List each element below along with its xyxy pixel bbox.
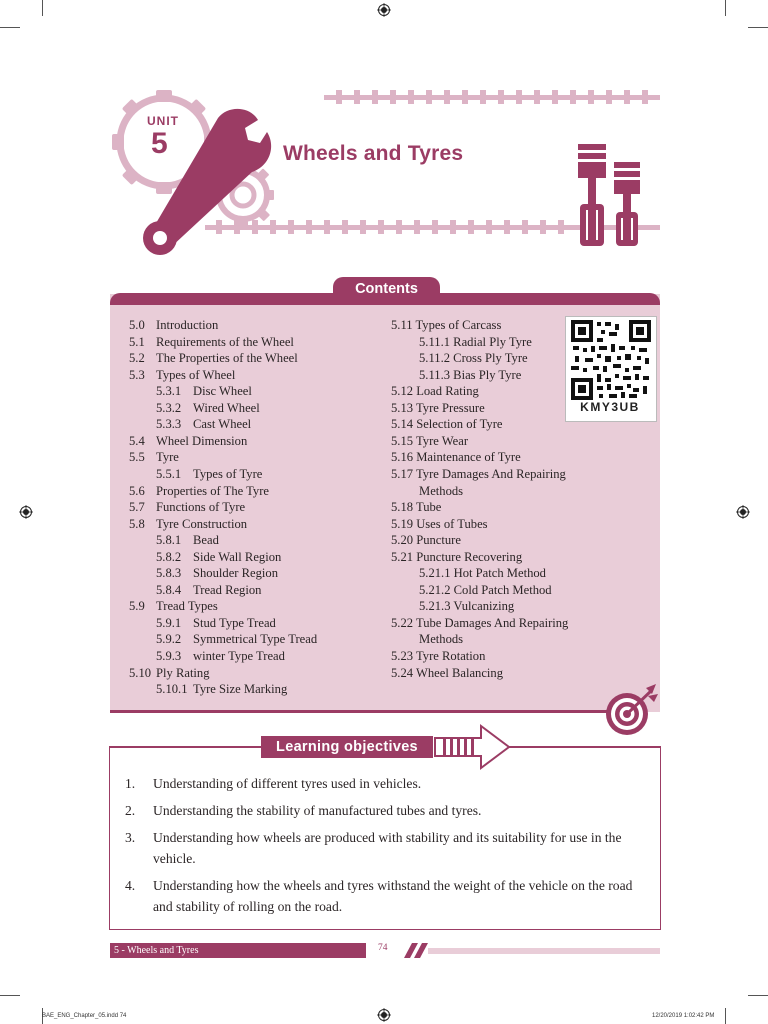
contents-entry-label: Tyre xyxy=(156,450,179,465)
contents-entry-label: Cast Wheel xyxy=(193,417,252,432)
crop-mark xyxy=(0,995,20,996)
contents-entry-number: 5.9.1 xyxy=(156,615,182,630)
contents-entry: 5.11.1 Radial Ply Tyre xyxy=(419,334,532,349)
objective-text: Understanding the stability of manufactured tubes and tyres. xyxy=(153,803,482,818)
contents-entry-label: Ply Rating xyxy=(156,665,210,680)
contents-entry: 5.19 Uses of Tubes xyxy=(391,516,488,531)
contents-entry-number: 5.3 xyxy=(129,367,145,382)
arrow-icon xyxy=(433,724,511,770)
contents-entry-number: 5.3.1 xyxy=(156,384,182,399)
contents-entry xyxy=(129,350,298,367)
contents-entry: 5.20 Puncture xyxy=(391,533,461,548)
divider xyxy=(109,746,261,748)
contents-entry xyxy=(156,648,285,665)
footer-stripes xyxy=(398,943,660,958)
timestamp: 12/20/2019 1:02:42 PM xyxy=(652,1013,715,1019)
objective-number: 4. xyxy=(125,878,136,893)
contents-entry-label: Symmetrical Type Tread xyxy=(193,632,318,647)
contents-entry xyxy=(129,334,294,351)
contents-entry-number: 5.2 xyxy=(129,351,145,366)
crop-mark xyxy=(748,27,768,28)
contents-entry-number: 5.3.2 xyxy=(156,400,182,415)
objective-text: Understanding of different tyres used in vehicles. xyxy=(153,776,422,791)
crop-mark xyxy=(42,0,43,16)
unit-label: UNIT xyxy=(147,114,179,128)
crop-mark xyxy=(0,27,20,28)
contents-entry-number: 5.8.1 xyxy=(156,533,182,548)
contents-entry-label: Types of Tyre xyxy=(193,466,263,481)
contents-entry-number: 5.3.3 xyxy=(156,417,182,432)
contents-entry-label: Tread Types xyxy=(156,599,218,614)
contents-entry-label: Disc Wheel xyxy=(193,384,252,399)
registration-mark-icon xyxy=(377,1008,391,1022)
contents-entry-label: winter Type Tread xyxy=(193,649,285,663)
contents-entry: 5.21.1 Hot Patch Method xyxy=(419,566,546,581)
contents-entry: Methods xyxy=(419,483,464,498)
contents-entry-label: The Properties of the Wheel xyxy=(156,351,298,366)
qr-code-label: KMY3UB xyxy=(580,400,640,414)
contents-entry-number: 5.8.4 xyxy=(156,582,182,597)
contents-entry: 5.21.2 Cold Patch Method xyxy=(419,582,552,597)
contents-entry xyxy=(129,483,269,500)
objective-number: 3. xyxy=(125,830,136,845)
contents-entry: 5.21.3 Vulcanizing xyxy=(419,599,515,614)
contents-entry xyxy=(129,449,179,466)
contents-entry xyxy=(156,681,287,698)
contents-entry xyxy=(129,317,218,334)
contents-entry-number: 5.9.3 xyxy=(156,649,182,663)
contents-entry: 5.14 Selection of Tyre xyxy=(391,417,503,432)
contents-entry: 5.15 Tyre Wear xyxy=(391,433,469,448)
contents-entry-number: 5.10 xyxy=(129,665,152,680)
contents-entry-label: Properties of The Tyre xyxy=(156,483,270,498)
contents-entry-label: Tread Region xyxy=(193,582,262,597)
contents-entry-label: Tyre Size Marking xyxy=(193,682,288,697)
contents-entry: 5.21 Puncture Recovering xyxy=(391,549,523,564)
contents-entry xyxy=(129,433,247,450)
unit-header-graphic xyxy=(100,80,670,255)
contents-entry-label: Bead xyxy=(193,533,219,548)
registration-mark-icon xyxy=(736,505,750,519)
divider xyxy=(508,746,660,748)
objective-text: Understanding how wheels are produced with stability and its suitability for use in the vehicle. xyxy=(153,830,622,866)
contents-entry-label: Side Wall Region xyxy=(193,549,282,564)
page-number: 74 xyxy=(378,943,388,953)
registration-mark-icon xyxy=(377,3,391,17)
contents-entry-label: Tyre Construction xyxy=(156,516,248,531)
objective-item xyxy=(125,876,650,917)
contents-entry-number: 5.5.1 xyxy=(156,466,182,481)
contents-entry-number: 5.9.2 xyxy=(156,632,182,647)
contents-entry-label: Shoulder Region xyxy=(193,566,279,581)
contents-heading: Contents xyxy=(333,277,440,301)
objective-item xyxy=(125,774,650,795)
contents-entry xyxy=(156,549,281,566)
contents-entry: 5.11 Types of Carcass xyxy=(391,318,502,332)
contents-entry xyxy=(156,416,251,433)
contents-bottom-bar xyxy=(110,710,615,713)
contents-entry xyxy=(156,565,278,582)
contents-entry-number: 5.4 xyxy=(129,433,145,448)
contents-entry xyxy=(129,499,245,516)
contents-entry-label: Requirements of the Wheel xyxy=(156,334,294,349)
contents-entry xyxy=(156,400,260,417)
crop-mark xyxy=(725,0,726,16)
contents-entry-label: Introduction xyxy=(156,318,219,332)
contents-entry: 5.12 Load Rating xyxy=(391,384,479,399)
piston-icon xyxy=(578,144,640,246)
contents-entry: 5.22 Tube Damages And Repairing xyxy=(391,615,569,630)
contents-entry xyxy=(129,598,218,615)
contents-entry: 5.18 Tube xyxy=(391,500,442,515)
contents-entry xyxy=(156,615,276,632)
contents-entry-label: Functions of Tyre xyxy=(156,500,246,515)
contents-entry-label: Stud Type Tread xyxy=(193,615,276,630)
contents-entry xyxy=(129,665,210,682)
contents-entry-number: 5.8.2 xyxy=(156,549,182,564)
crop-mark xyxy=(748,995,768,996)
contents-entry xyxy=(156,383,252,400)
contents-entry-label: Wheel Dimension xyxy=(156,433,248,448)
contents-entry xyxy=(156,631,317,648)
contents-entry-number: 5.7 xyxy=(129,500,145,515)
contents-entry xyxy=(156,532,219,549)
contents-entry-label: Types of Wheel xyxy=(156,367,236,382)
page-title: Wheels and Tyres xyxy=(283,142,464,165)
contents-entry-number: 5.10.1 xyxy=(156,682,188,697)
target-icon xyxy=(600,684,660,738)
contents-entry-label: Wired Wheel xyxy=(193,400,260,415)
contents-entry xyxy=(129,516,247,533)
crop-mark xyxy=(725,1008,726,1024)
qr-code-icon[interactable] xyxy=(571,320,651,400)
contents-entry-number: 5.8.3 xyxy=(156,566,182,581)
contents-entry: 5.24 Wheel Balancing xyxy=(391,665,504,680)
contents-entry xyxy=(156,466,262,483)
contents-entry-number: 5.8 xyxy=(129,516,145,531)
contents-entry-number: 5.6 xyxy=(129,483,145,498)
contents-entry: 5.17 Tyre Damages And Repairing xyxy=(391,466,566,481)
contents-entry: 5.11.2 Cross Ply Tyre xyxy=(419,351,528,366)
contents-entry: 5.11.3 Bias Ply Tyre xyxy=(419,367,522,382)
contents-entry: 5.13 Tyre Pressure xyxy=(391,400,485,415)
contents-entry: 5.16 Maintenance of Tyre xyxy=(391,450,521,465)
contents-entry: Methods xyxy=(419,632,464,647)
objective-number: 1. xyxy=(125,776,136,791)
contents-entry-number: 5.5 xyxy=(129,450,145,465)
contents-entry: 5.23 Tyre Rotation xyxy=(391,649,486,663)
learning-objectives-heading: Learning objectives xyxy=(261,736,433,758)
contents-entry xyxy=(156,582,261,599)
objective-item xyxy=(125,801,650,822)
registration-mark-icon xyxy=(19,505,33,519)
contents-entry xyxy=(129,367,235,384)
contents-entry-number: 5.0 xyxy=(129,318,145,332)
objective-item xyxy=(125,828,650,869)
unit-number: 5 xyxy=(151,127,168,160)
footer-section-label: 5 - Wheels and Tyres xyxy=(114,945,199,956)
contents-entry-number: 5.1 xyxy=(129,334,145,349)
objective-text: Understanding how the wheels and tyres withstand the weight of the vehicle on the road and stability of rolling on the road. xyxy=(153,878,633,914)
contents-entry-number: 5.9 xyxy=(129,599,145,614)
objective-number: 2. xyxy=(125,803,136,818)
file-slug: BAE_ENG_Chapter_05.indd 74 xyxy=(42,1013,127,1019)
